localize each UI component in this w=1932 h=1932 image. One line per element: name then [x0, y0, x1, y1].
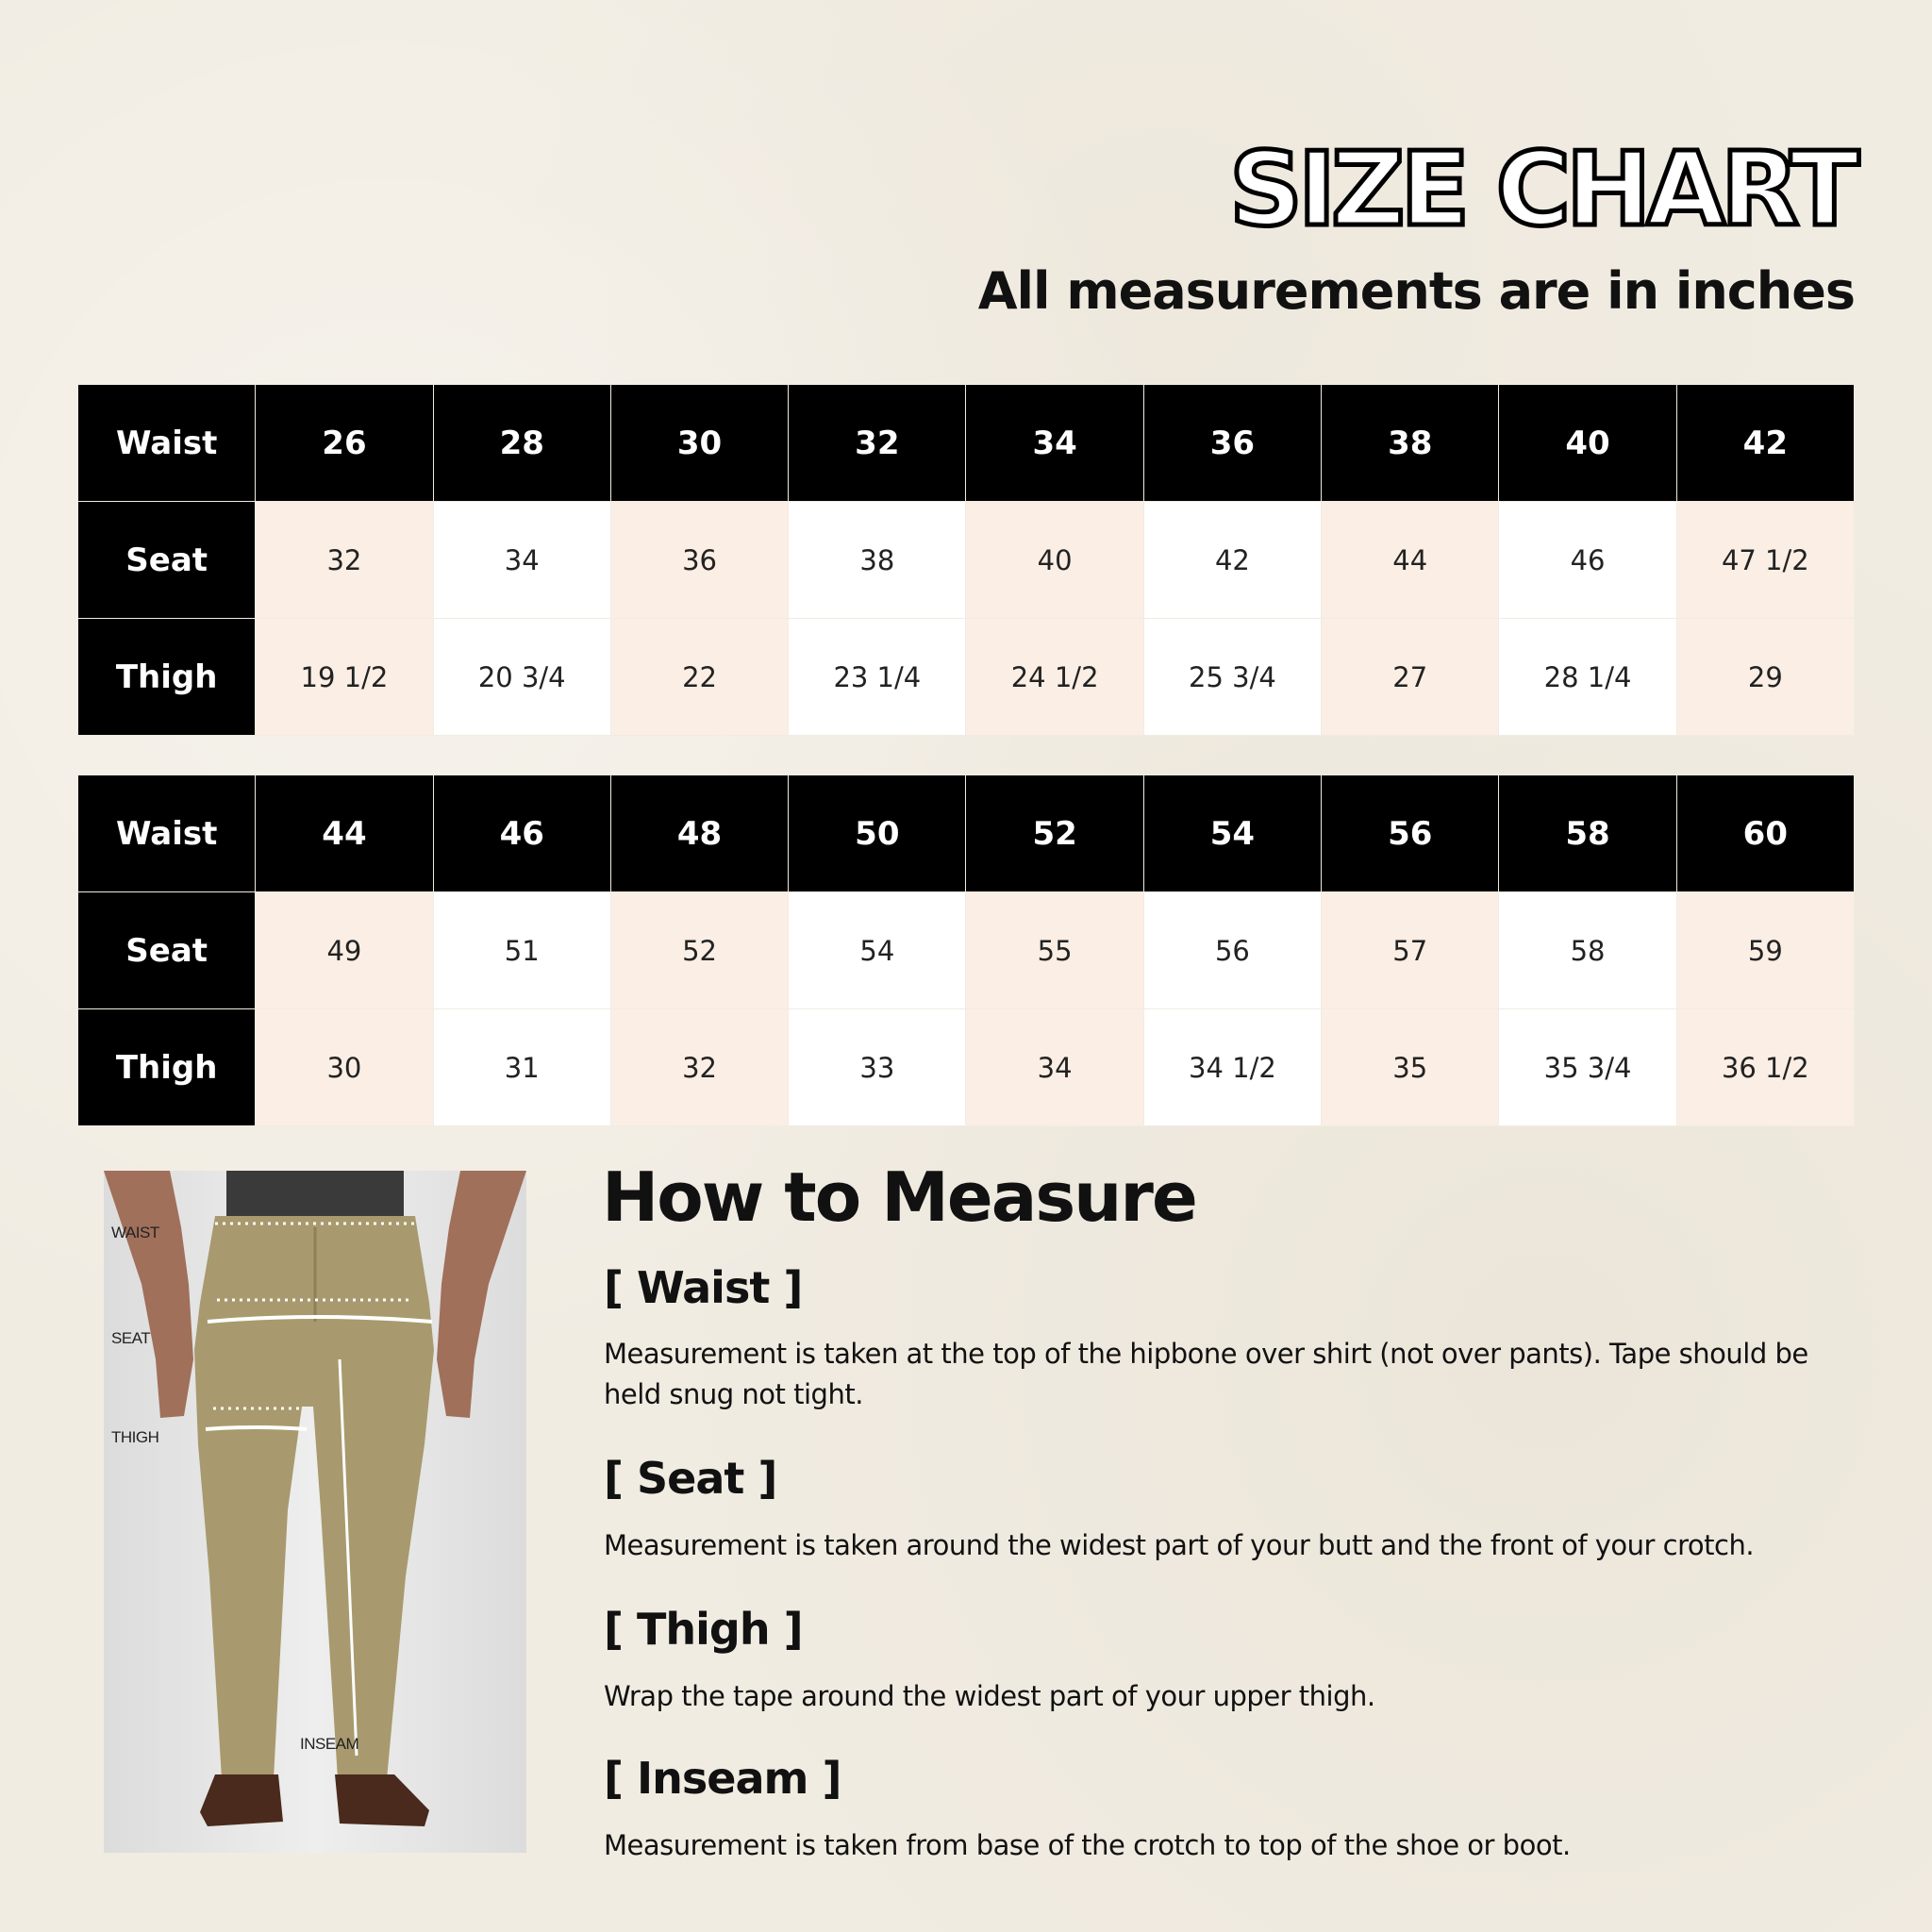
waist-size-cell: 40	[1499, 385, 1676, 502]
seat-value-cell: 55	[966, 892, 1143, 1009]
section-desc-thigh: Wrap the tape around the widest part of your upper thigh.	[604, 1680, 1375, 1712]
seat-value-cell: 51	[433, 892, 610, 1009]
thigh-value-cell: 31	[433, 1009, 610, 1126]
waist-size-cell: 32	[789, 385, 966, 502]
waist-size-cell: 48	[610, 775, 788, 892]
row-label: Thigh	[78, 619, 256, 736]
thigh-value-cell: 29	[1676, 619, 1854, 736]
section-desc-waist: Measurement is taken at the top of the hipbone over shirt (not over pants). Tape should be held snug not tight.	[604, 1338, 1808, 1410]
size-table-2	[77, 774, 1855, 1126]
shirt	[226, 1171, 404, 1216]
thigh-value-cell: 35	[1322, 1009, 1499, 1126]
row-label: Seat	[78, 502, 256, 619]
thigh-value-cell: 34 1/2	[1143, 1009, 1321, 1126]
table-row	[78, 619, 1855, 736]
thigh-value-cell: 25 3/4	[1143, 619, 1321, 736]
thigh-value-cell: 34	[966, 1009, 1143, 1126]
thigh-value-cell: 24 1/2	[966, 619, 1143, 736]
thigh-value-cell: 22	[610, 619, 788, 736]
row-label: Waist	[78, 775, 256, 892]
thigh-line	[206, 1427, 307, 1429]
left-arm	[104, 1171, 193, 1418]
waist-size-cell: 34	[966, 385, 1143, 502]
section-desc-inseam: Measurement is taken from base of the crotch to top of the shoe or boot.	[604, 1829, 1571, 1861]
waist-size-cell: 46	[433, 775, 610, 892]
seat-value-cell: 58	[1499, 892, 1676, 1009]
thigh-value-cell: 23 1/4	[789, 619, 966, 736]
waist-size-cell: 58	[1499, 775, 1676, 892]
table-row	[78, 775, 1855, 892]
waist-size-cell: 28	[433, 385, 610, 502]
how-to-measure-title: How to Measure	[602, 1158, 1196, 1237]
thigh-value-cell: 33	[789, 1009, 966, 1126]
right-arm	[437, 1171, 526, 1418]
waist-size-cell: 50	[789, 775, 966, 892]
right-boot	[335, 1774, 429, 1826]
seat-value-cell: 52	[610, 892, 788, 1009]
waist-size-cell: 56	[1322, 775, 1499, 892]
waist-size-cell: 30	[610, 385, 788, 502]
measurement-figure	[104, 1171, 526, 1853]
thigh-value-cell: 36 1/2	[1676, 1009, 1854, 1126]
waist-size-cell: 36	[1143, 385, 1321, 502]
seat-value-cell: 54	[789, 892, 966, 1009]
page-title: SIZE CHART	[1229, 131, 1855, 249]
thigh-value-cell: 35 3/4	[1499, 1009, 1676, 1126]
section-title-seat: [ Seat ]	[604, 1453, 777, 1504]
thigh-value-cell: 30	[256, 1009, 433, 1126]
row-label: Waist	[78, 385, 256, 502]
seat-value-cell: 42	[1143, 502, 1321, 619]
thigh-value-cell: 32	[610, 1009, 788, 1126]
left-boot	[200, 1774, 283, 1826]
table-row	[78, 1009, 1855, 1126]
table-row	[78, 385, 1855, 502]
size-table-1	[77, 384, 1855, 736]
section-title-thigh: [ Thigh ]	[604, 1604, 803, 1655]
seat-value-cell: 56	[1143, 892, 1321, 1009]
seat-value-cell: 59	[1676, 892, 1854, 1009]
section-title-inseam: [ Inseam ]	[604, 1753, 841, 1804]
page-subtitle: All measurements are in inches	[977, 261, 1855, 321]
thigh-value-cell: 19 1/2	[256, 619, 433, 736]
row-label: Thigh	[78, 1009, 256, 1126]
waist-size-cell: 38	[1322, 385, 1499, 502]
seat-value-cell: 49	[256, 892, 433, 1009]
figure-label-inseam: INSEAM	[300, 1735, 359, 1753]
section-title-waist: [ Waist ]	[604, 1262, 803, 1313]
thigh-value-cell: 27	[1322, 619, 1499, 736]
figure-label-waist: WAIST	[111, 1224, 159, 1241]
seat-value-cell: 57	[1322, 892, 1499, 1009]
waist-size-cell: 60	[1676, 775, 1854, 892]
seat-value-cell: 38	[789, 502, 966, 619]
seat-value-cell: 46	[1499, 502, 1676, 619]
waist-size-cell: 54	[1143, 775, 1321, 892]
section-desc-seat: Measurement is taken around the widest part of your butt and the front of your crotch.	[604, 1529, 1755, 1561]
table-row	[78, 502, 1855, 619]
seat-value-cell: 44	[1322, 502, 1499, 619]
seat-value-cell: 36	[610, 502, 788, 619]
waist-size-cell: 42	[1676, 385, 1854, 502]
waist-size-cell: 44	[256, 775, 433, 892]
waist-size-cell: 52	[966, 775, 1143, 892]
seat-value-cell: 32	[256, 502, 433, 619]
row-label: Seat	[78, 892, 256, 1009]
table-row	[78, 892, 1855, 1009]
thigh-value-cell: 28 1/4	[1499, 619, 1676, 736]
figure-label-seat: SEAT	[111, 1329, 151, 1347]
figure-label-thigh: THIGH	[111, 1428, 159, 1446]
seat-value-cell: 34	[433, 502, 610, 619]
seat-value-cell: 47 1/2	[1676, 502, 1854, 619]
waist-size-cell: 26	[256, 385, 433, 502]
seat-value-cell: 40	[966, 502, 1143, 619]
thigh-value-cell: 20 3/4	[433, 619, 610, 736]
